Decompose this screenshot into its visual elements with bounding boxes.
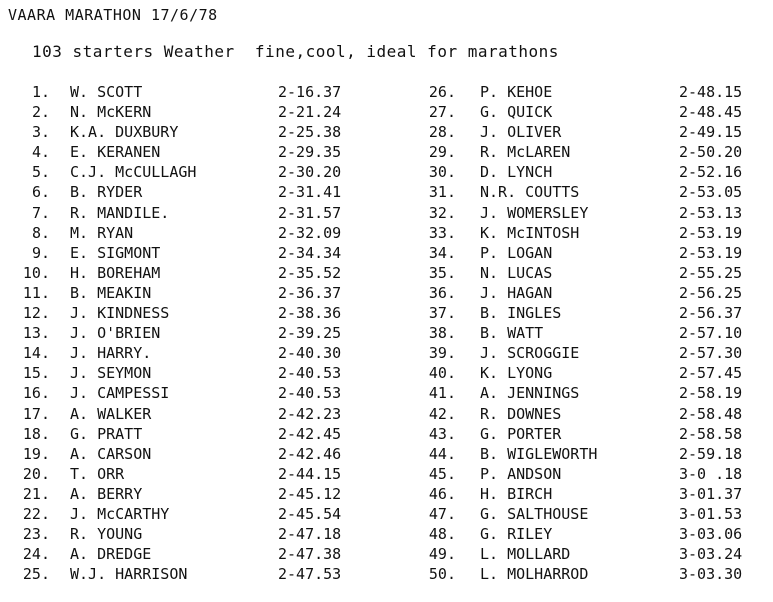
runner-name: N. McKERN — [70, 103, 152, 122]
finish-time: 2-42.23 — [278, 404, 342, 423]
runner-name: B. WIGLEWORTH — [480, 444, 598, 463]
finish-position: 50. — [428, 565, 456, 584]
finish-position: 28. — [428, 123, 456, 142]
finish-time: 2-32.09 — [278, 223, 342, 242]
runner-name: G. PRATT — [70, 424, 143, 443]
finish-time: 2-36.37 — [278, 283, 342, 302]
finish-time: 2-31.41 — [278, 183, 342, 202]
runner-name: J. HARRY. — [70, 344, 152, 363]
runner-name: L. MOLHARROD — [480, 565, 589, 584]
finish-time: 2-58.19 — [679, 384, 743, 403]
runner-name: J. WOMERSLEY — [480, 203, 589, 222]
finish-position: 20. — [22, 464, 50, 483]
finish-position: 23. — [22, 525, 50, 544]
runner-name: A. CARSON — [70, 444, 152, 463]
finish-position: 8. — [31, 223, 50, 242]
finish-position: 40. — [428, 364, 456, 383]
finish-time: 2-58.48 — [679, 404, 743, 423]
runner-name: P. ANDSON — [480, 464, 562, 483]
finish-position: 46. — [428, 484, 456, 503]
finish-position: 3. — [31, 123, 50, 142]
finish-position: 6. — [31, 183, 50, 202]
finish-time: 2-47.38 — [278, 545, 342, 564]
runner-name: H. BIRCH — [480, 484, 553, 503]
runner-name: A. BERRY — [70, 484, 143, 503]
runner-name: P. KEHOE — [480, 83, 553, 101]
finish-time: 2-45.54 — [278, 504, 342, 523]
finish-time: 2-40.53 — [278, 364, 342, 383]
runner-name: J. CAMPESSI — [70, 384, 170, 403]
runner-name: M. RYAN — [70, 223, 134, 242]
finish-position: 18. — [22, 424, 50, 443]
runner-name: J. KINDNESS — [70, 304, 170, 323]
runner-name: R. DOWNES — [480, 404, 562, 423]
finish-time: 2-48.15 — [679, 83, 743, 101]
finish-time: 2-48.45 — [679, 103, 743, 122]
runner-name: B. RYDER — [70, 183, 143, 202]
finish-time: 3-0 .18 — [679, 464, 743, 483]
runner-name: L. MOLLARD — [480, 545, 571, 564]
finish-position: 47. — [428, 504, 456, 523]
finish-time: 2-45.12 — [278, 484, 342, 503]
finish-time: 2-40.53 — [278, 384, 342, 403]
finish-position: 25. — [22, 565, 50, 584]
finish-time: 2-42.45 — [278, 424, 342, 443]
finish-position: 32. — [428, 203, 456, 222]
finish-time: 3-03.24 — [679, 545, 743, 564]
runner-name: W. SCOTT — [70, 83, 143, 101]
finish-position: 14. — [22, 344, 50, 363]
finish-time: 2-53.05 — [679, 183, 743, 202]
finish-position: 11. — [22, 283, 50, 302]
finish-position: 33. — [428, 223, 456, 242]
finish-time: 2-30.20 — [278, 163, 342, 182]
runner-name: R. McLAREN — [480, 143, 571, 162]
runner-name: D. LYNCH — [480, 163, 553, 182]
finish-time: 2-39.25 — [278, 324, 342, 343]
runner-name: N.R. COUTTS — [480, 183, 580, 202]
finish-time: 2-52.16 — [679, 163, 743, 182]
finish-position: 9. — [31, 243, 50, 262]
finish-position: 15. — [22, 364, 50, 383]
runner-name: A. DREDGE — [70, 545, 152, 564]
runner-name: A. JENNINGS — [480, 384, 580, 403]
finish-position: 37. — [428, 304, 456, 323]
finish-position: 44. — [428, 444, 456, 463]
runner-name: C.J. McCULLAGH — [70, 163, 197, 182]
finish-time: 3-01.53 — [679, 504, 743, 523]
finish-time: 3-03.06 — [679, 525, 743, 544]
finish-time: 2-34.34 — [278, 243, 342, 262]
finish-position: 1. — [31, 83, 50, 101]
runner-name: R. YOUNG — [70, 525, 143, 544]
finish-position: 45. — [428, 464, 456, 483]
runner-name: E. KERANEN — [70, 143, 161, 162]
finish-time: 2-40.30 — [278, 344, 342, 363]
finish-time: 2-25.38 — [278, 123, 342, 142]
finish-position: 24. — [22, 545, 50, 564]
runner-name: B. WATT — [480, 324, 544, 343]
runner-name: H. BOREHAM — [70, 263, 161, 282]
finish-position: 34. — [428, 243, 456, 262]
finish-position: 26. — [428, 83, 456, 101]
runner-name: J. SEYMON — [70, 364, 152, 383]
runner-name: K. McINTOSH — [480, 223, 580, 242]
finish-position: 17. — [22, 404, 50, 423]
runner-name: A. WALKER — [70, 404, 152, 423]
finish-position: 12. — [22, 304, 50, 323]
finish-time: 3-01.37 — [679, 484, 743, 503]
finish-position: 21. — [22, 484, 50, 503]
finish-time: 2-57.30 — [679, 344, 743, 363]
runner-name: J. O'BRIEN — [70, 324, 161, 343]
finish-position: 43. — [428, 424, 456, 443]
finish-time: 2-58.58 — [679, 424, 743, 443]
finish-position: 22. — [22, 504, 50, 523]
finish-position: 13. — [22, 324, 50, 343]
finish-time: 2-38.36 — [278, 304, 342, 323]
finish-position: 35. — [428, 263, 456, 282]
runner-name: G. SALTHOUSE — [480, 504, 589, 523]
finish-time: 2-42.46 — [278, 444, 342, 463]
finish-position: 39. — [428, 344, 456, 363]
finish-position: 36. — [428, 283, 456, 302]
finish-position: 10. — [22, 263, 50, 282]
finish-time: 2-50.20 — [679, 143, 743, 162]
finish-time: 2-49.15 — [679, 123, 743, 142]
runner-name: B. MEAKIN — [70, 283, 152, 302]
finish-position: 16. — [22, 384, 50, 403]
runner-name: G. QUICK — [480, 103, 553, 122]
runner-name: N. LUCAS — [480, 263, 553, 282]
finish-position: 42. — [428, 404, 456, 423]
finish-time: 3-03.30 — [679, 565, 743, 584]
runner-name: G. RILEY — [480, 525, 553, 544]
finish-time: 2-57.10 — [679, 324, 743, 343]
runner-name: W.J. HARRISON — [70, 565, 188, 584]
runner-name: T. ORR — [70, 464, 125, 483]
finish-position: 31. — [428, 183, 456, 202]
finish-position: 48. — [428, 525, 456, 544]
finish-time: 2-31.57 — [278, 203, 342, 222]
finish-time: 2-59.18 — [679, 444, 743, 463]
race-summary: 103 starters Weather fine,cool, ideal for marathons — [32, 42, 559, 61]
finish-time: 2-16.37 — [278, 83, 342, 101]
finish-time: 2-44.15 — [278, 464, 342, 483]
runner-name: E. SIGMONT — [70, 243, 161, 262]
runner-name: J. McCARTHY — [70, 504, 170, 523]
finish-time: 2-29.35 — [278, 143, 342, 162]
finish-time: 2-55.25 — [679, 263, 743, 282]
finish-position: 30. — [428, 163, 456, 182]
runner-name: J. SCROGGIE — [480, 344, 580, 363]
finish-time: 2-57.45 — [679, 364, 743, 383]
document-title: VAARA MARATHON 17/6/78 — [8, 6, 218, 24]
runner-name: B. INGLES — [480, 304, 562, 323]
finish-position: 38. — [428, 324, 456, 343]
finish-time: 2-56.25 — [679, 283, 743, 302]
finish-time: 2-53.19 — [679, 223, 743, 242]
runner-name: K.A. DUXBURY — [70, 123, 179, 142]
finish-time: 2-56.37 — [679, 304, 743, 323]
finish-time: 2-53.19 — [679, 243, 743, 262]
finish-time: 2-47.53 — [278, 565, 342, 584]
runner-name: K. LYONG — [480, 364, 553, 383]
finish-position: 5. — [31, 163, 50, 182]
finish-time: 2-21.24 — [278, 103, 342, 122]
runner-name: J. OLIVER — [480, 123, 562, 142]
runner-name: R. MANDILE. — [70, 203, 170, 222]
finish-position: 49. — [428, 545, 456, 564]
finish-position: 29. — [428, 143, 456, 162]
runner-name: P. LOGAN — [480, 243, 553, 262]
finish-time: 2-47.18 — [278, 525, 342, 544]
finish-time: 2-53.13 — [679, 203, 743, 222]
finish-position: 2. — [31, 103, 50, 122]
runner-name: J. HAGAN — [480, 283, 553, 302]
finish-position: 19. — [22, 444, 50, 463]
finish-position: 41. — [428, 384, 456, 403]
finish-time: 2-35.52 — [278, 263, 342, 282]
finish-position: 4. — [31, 143, 50, 162]
finish-position: 7. — [31, 203, 50, 222]
finish-position: 27. — [428, 103, 456, 122]
runner-name: G. PORTER — [480, 424, 562, 443]
